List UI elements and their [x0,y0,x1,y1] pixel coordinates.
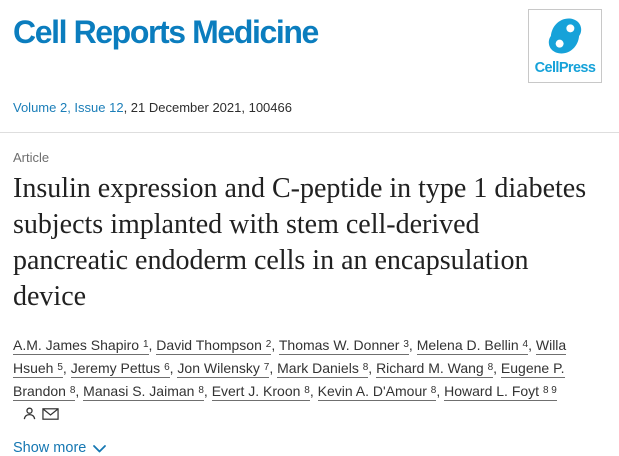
author-sup: 8 [362,362,369,373]
author-sup: 8 9 [542,385,557,396]
article-type-label: Article [13,150,50,165]
show-more-label: Show more [13,440,87,456]
author-name: Mark Daniels [277,360,359,376]
author-item [83,383,212,401]
author-item [13,337,156,355]
author-item [277,360,376,378]
author-items [13,337,566,401]
author-item [417,337,536,355]
author-name: David Thompson [156,337,262,353]
page-header [0,0,619,83]
author-sup: 1 [142,339,149,350]
author-link[interactable] [212,383,310,401]
author-name: Jeremy Pettus [70,360,161,376]
volume-issue-link[interactable]: Volume 2, Issue 12 [13,100,124,115]
author-link[interactable] [13,337,149,355]
author-name: Howard L. Foyt [444,383,540,399]
author-link[interactable] [277,360,368,378]
author-sup: 2 [265,339,272,350]
author-item [212,383,318,401]
author-link[interactable] [279,337,409,355]
author-link[interactable] [444,383,557,401]
author-link[interactable] [71,360,170,378]
issue-date-text: , 21 December 2021, 100466 [123,100,292,115]
header-divider [0,132,619,133]
author-item [156,337,279,355]
author-name: Manasi S. Jaiman [83,383,195,399]
author-link[interactable] [417,337,528,355]
author-name: Willa Hsueh [13,337,567,376]
author-icons [17,406,59,422]
journal-title: Cell Reports Medicine [13,14,318,50]
cellpress-logo[interactable] [528,9,602,83]
author-item [279,337,417,355]
chevron-down-icon [93,445,106,453]
author-name: Jon Wilensky [177,360,260,376]
author-sup: 8 [304,385,310,396]
author-link[interactable] [156,337,271,355]
author-name: Eugene P. Brandon [13,360,565,399]
author-item [318,383,445,401]
author-sup: 8 [69,385,76,396]
author-name: A.M. James Shapiro [13,337,140,353]
envelope-icon[interactable] [42,407,59,421]
author-name: Kevin A. D'Amour [317,383,427,399]
author-sup: 3 [403,339,409,350]
author-item [444,383,557,401]
author-name: Evert J. Kroon [211,383,301,399]
author-sup: 8 [430,385,437,396]
issue-line [0,99,619,117]
author-link[interactable] [83,383,204,401]
author-name: Richard M. Wang [376,360,484,376]
author-item [71,360,178,378]
author-item [177,360,277,378]
author-link[interactable] [376,360,493,378]
author-sup: 6 [164,362,170,373]
article-title: Insulin expression and C-peptide in type 1 diabetes subjects implanted with stem cell-derived pancreatic endoderm cells in an encapsulation device [13,173,587,312]
author-link[interactable] [177,360,269,378]
author-sup: 8 [198,385,204,396]
show-more-button[interactable] [0,440,119,456]
author-sup: 5 [57,362,63,373]
author-name: Thomas W. Donner [278,337,400,353]
author-sup: 7 [263,362,270,373]
author-item [376,360,501,378]
person-icon[interactable] [22,406,37,421]
author-list [0,334,612,426]
author-name: Melena D. Bellin [416,337,519,353]
author-link[interactable] [318,383,437,401]
cellpress-swirl-icon [542,13,588,59]
cellpress-logo-text: CellPress [534,60,596,76]
author-sup: 4 [522,339,529,350]
author-sup: 8 [487,362,494,373]
